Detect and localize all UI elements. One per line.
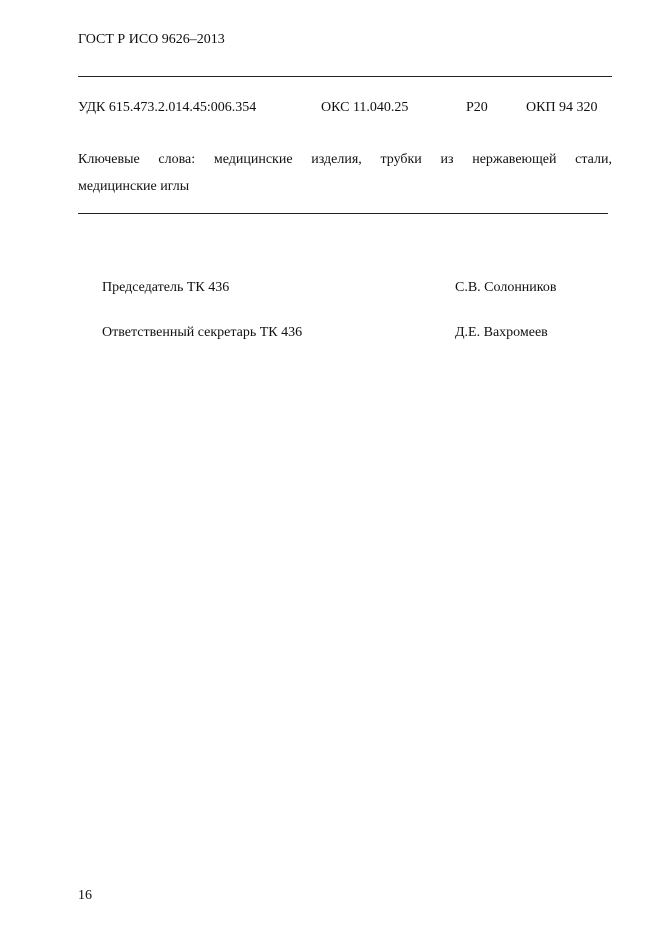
- bottom-divider: [78, 213, 608, 214]
- keywords-line-2: медицинские иглы: [78, 179, 190, 194]
- keywords-block: [78, 146, 612, 200]
- signature-row-secretary: [102, 325, 582, 343]
- page-number: 16: [78, 888, 92, 903]
- standard-title: ГОСТ Р ИСО 9626–2013: [78, 32, 225, 47]
- signature-role: Председатель ТК 436: [102, 280, 230, 295]
- classification-codes: [78, 100, 612, 118]
- okp-code: ОКП 94 320: [526, 100, 598, 115]
- udk-code: УДК 615.473.2.014.45:006.354: [78, 100, 257, 115]
- signature-name: С.В. Солонников: [455, 280, 557, 295]
- signature-name: Д.Е. Вахромеев: [455, 325, 548, 340]
- oks-code: ОКС 11.040.25: [321, 100, 409, 115]
- keywords-line-1: Ключевые слова: медицинские изделия, трубки из нержавеющей стали,: [78, 152, 612, 167]
- signature-role: Ответственный секретарь ТК 436: [102, 325, 303, 340]
- group-code: Р20: [466, 100, 488, 115]
- top-divider: [78, 76, 612, 77]
- signature-row-chairman: [102, 280, 582, 298]
